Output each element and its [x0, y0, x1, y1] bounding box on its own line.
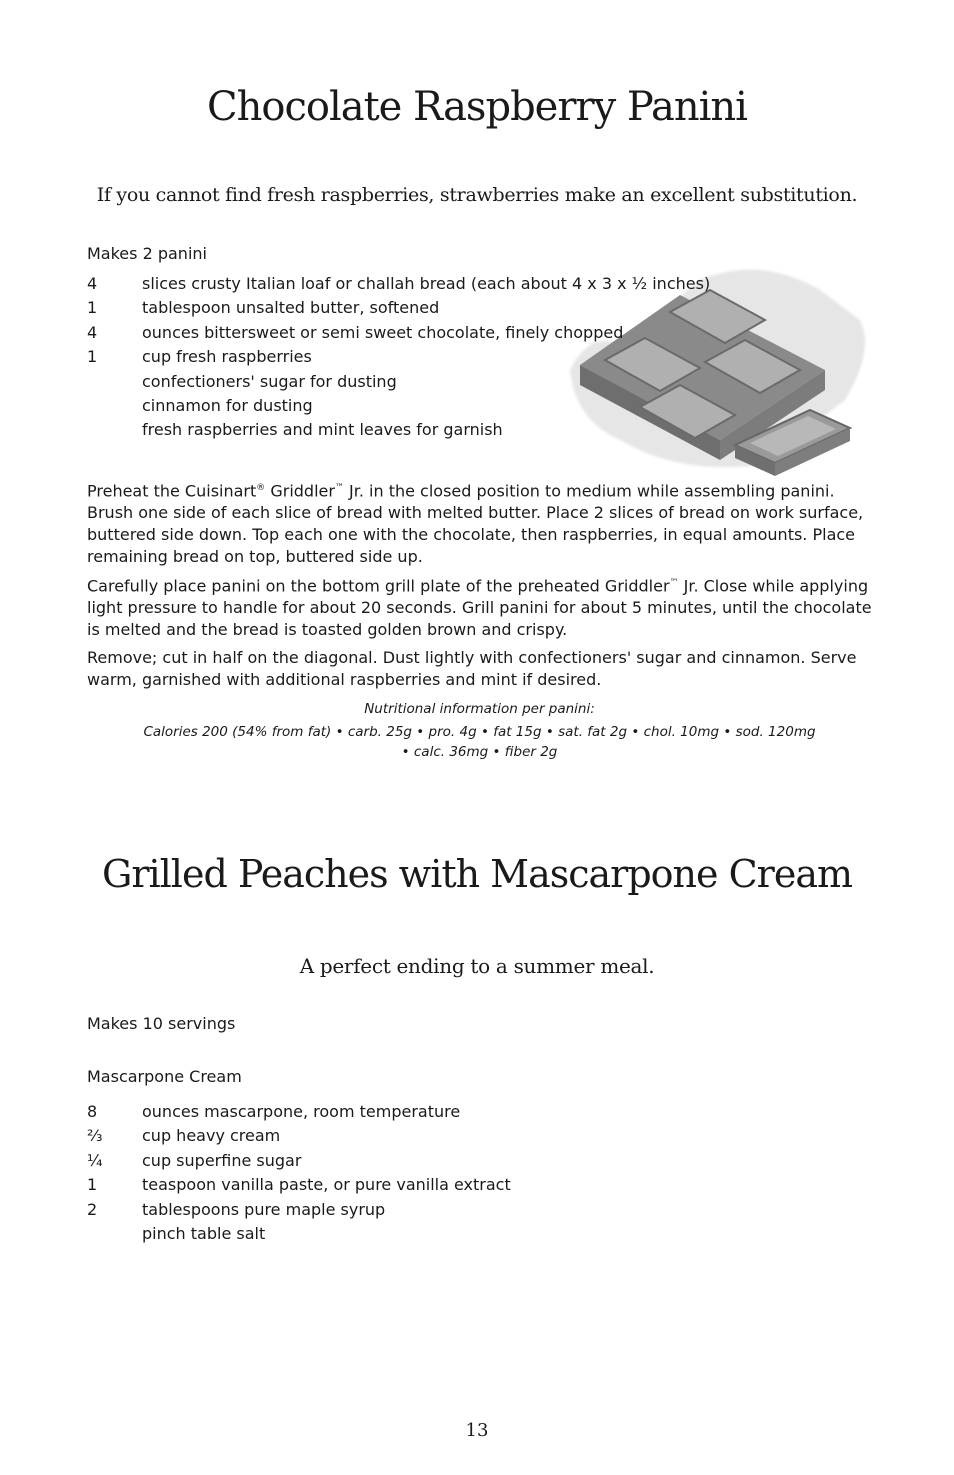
nutrition-heading: Nutritional information per panini: [364, 701, 595, 717]
ingredient-row [87, 272, 887, 296]
ingredient-desc: cup superfine sugar [142, 1150, 302, 1170]
trademark: ™ [334, 483, 344, 493]
ingredient-desc: cinnamon for dusting [142, 395, 313, 415]
ingredient-desc: cup fresh raspberries [142, 347, 312, 367]
ingredient-qty: ¼ [87, 1150, 103, 1170]
ingredient-qty: ⅔ [87, 1126, 103, 1146]
recipe-1-ingredient-list [87, 272, 887, 443]
recipe-2-subtitle: A perfect ending to a summer meal. [299, 954, 655, 978]
ingredient-row [87, 370, 887, 394]
ingredient-desc: confectioners' sugar for dusting [142, 371, 397, 391]
ingredient-desc: ounces mascarpone, room temperature [142, 1102, 461, 1121]
ingredient-qty: 1 [87, 1175, 98, 1195]
step-text: Jr. Close while applying light pressure to handle for about 20 seconds. Grill panini for about 5 minutes, until the chocolate is melted and the bread is toasted golden brown and crispy. [87, 576, 872, 639]
ingredient-row [87, 1173, 887, 1197]
ingredient-qty: 4 [87, 322, 98, 342]
nutrition-facts-line-1: Calories 200 (54% from fat) • carb. 25g • pro. 4g • fat 15g • sat. fat 2g • chol. 10mg • sod. 120mg [143, 724, 816, 740]
ingredient-desc: pinch table salt [142, 1223, 266, 1243]
ingredient-row [87, 394, 887, 418]
ingredient-desc: fresh raspberries and mint leaves for garnish [142, 420, 503, 440]
ingredient-qty: 4 [87, 274, 98, 293]
ingredient-desc: cup heavy cream [142, 1126, 281, 1146]
ingredient-row [87, 345, 887, 369]
page-number: 13 [465, 1420, 489, 1441]
ingredient-qty: 1 [87, 347, 98, 367]
recipe-1-step-2 [87, 573, 872, 641]
ingredient-desc: ounces bittersweet or semi sweet chocolate, finely chopped [142, 322, 624, 342]
ingredient-row [87, 1222, 887, 1246]
ingredient-qty: 8 [87, 1102, 98, 1121]
recipe-2-ingredient-list [87, 1100, 887, 1246]
recipe-1-step-3: Remove; cut in half on the diagonal. Dust lightly with confectioners' sugar and cinnamon. Serve warm, garnished with additional raspberries and mint if desired. [87, 648, 857, 689]
trademark: ™ [669, 578, 679, 588]
recipe-2-title: Grilled Peaches with Mascarpone Cream [101, 852, 853, 896]
recipe-1-step-1 [87, 478, 872, 568]
ingredient-row [87, 1149, 887, 1173]
recipe-2-section-heading: Mascarpone Cream [87, 1067, 242, 1086]
recipe-2-yield: Makes 10 servings [87, 1014, 236, 1033]
recipe-1-title: Chocolate Raspberry Panini [207, 84, 747, 130]
nutrition-facts-line-2: • calc. 36mg • fiber 2g [401, 744, 558, 760]
ingredient-desc: tablespoons pure maple syrup [142, 1199, 386, 1219]
ingredient-qty: 1 [87, 298, 98, 318]
ingredient-row [87, 1100, 887, 1124]
ingredient-row [87, 1198, 887, 1222]
ingredient-qty: 2 [87, 1199, 98, 1219]
step-text: Preheat the Cuisinart [87, 481, 257, 501]
step-text: Griddler [265, 481, 335, 501]
ingredient-desc: slices crusty Italian loaf or challah bread (each about 4 x 3 x ½ inches) [142, 274, 711, 293]
registered-mark: ® [256, 483, 266, 493]
recipe-1-yield: Makes 2 panini [87, 244, 207, 263]
step-text: Carefully place panini on the bottom grill plate of the preheated Griddler [87, 576, 670, 596]
step-text: Jr. in the closed position to medium while assembling panini. Brush one side of each slice of bread with melted butter. Place 2 slices of bread on work surface, buttered side down. Top each one with the chocolate, then raspberries, in equal amounts. Place remaining bread on top, buttered side up. [87, 481, 864, 566]
ingredient-row [87, 321, 887, 345]
ingredient-row [87, 1124, 887, 1148]
ingredient-row [87, 418, 887, 442]
recipe-1-subtitle: If you cannot find fresh raspberries, strawberries make an excellent substitution. [96, 184, 858, 206]
ingredient-desc: tablespoon unsalted butter, softened [142, 298, 440, 318]
ingredient-desc: teaspoon vanilla paste, or pure vanilla extract [142, 1175, 511, 1195]
ingredient-row [87, 296, 887, 320]
